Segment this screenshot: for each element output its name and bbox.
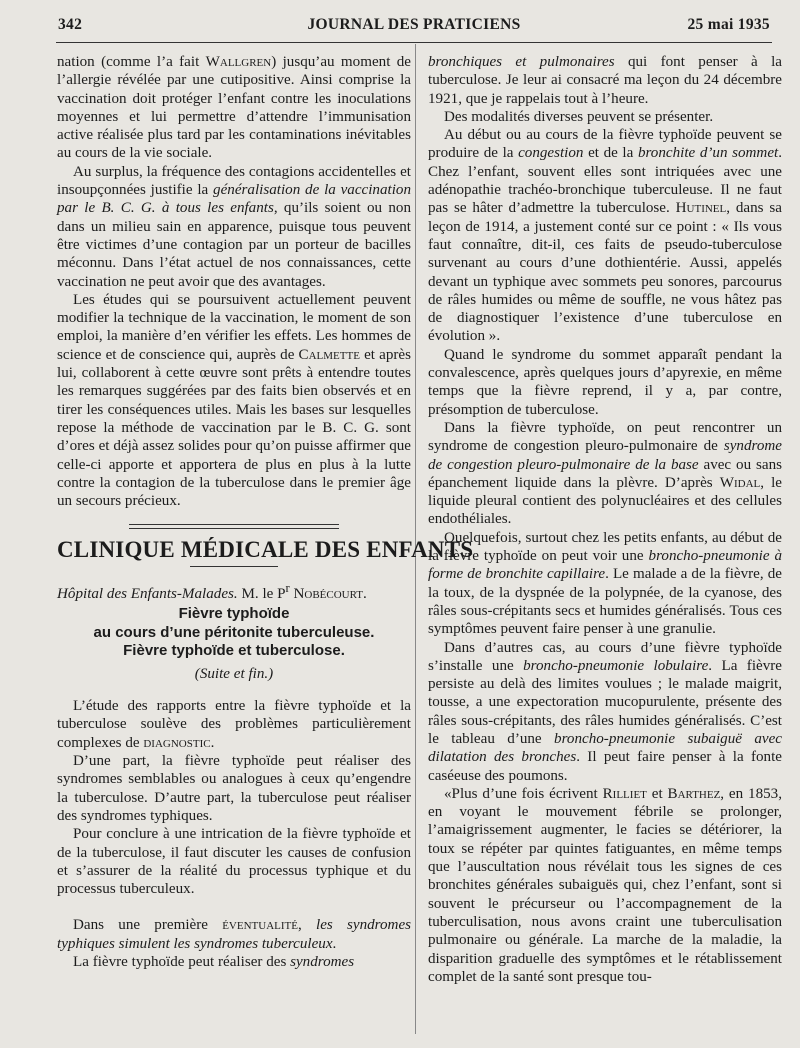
paragraph: nation (comme l’a fait Wallgren) jusqu’au moment de l’allergie révélée par une cutipositive. Ainsi comprise la vaccination doit protéger l’enfant contre les inoculations moyennes et lui permettre d’attendre l’immunisation active réalisée plus tard par les contaminations inévitables au cours de la vie sociale. — [57, 54, 412, 162]
paragraph: «Plus d’une fois écrivent Rilliet et Barthez, en 1853, en voyant le mouvement fébrile se prolonger, l’amaigrissement augmenter, le facies se détériorer, la toux se répéter par quintes fatiguantes, en même temps que l’auscultation nous révélait tous les signes de ces bronchites générales subaiguës qui, chez l’enfant, sont si souvent le précurseur ou l’accompagnement de la tuberculisation, nous avons craint une tuberculisation pulmonaire ou générale. La marche de la maladie, la disparition graduelle des symptômes et le rétablissement complet de la santé sont presque tou- — [428, 785, 782, 985]
paragraph: D’une part, la fièvre typhoïde peut réaliser des syndromes semblables ou analogues à ceux qu’engendre la tuberculose. D’autre part, la tuberculose peut réaliser des syndromes typhiques. — [57, 753, 411, 824]
title-rule — [190, 566, 278, 567]
header-rule — [56, 42, 772, 43]
paragraph: Dans la fièvre typhoïde, on peut rencontrer un syndrome de congestion pleuro-pulmonaire de syndrome de congestion pleuro-pulmonaire de la base avec ou sans épanchement liquide dans la plèvre. D’après Widal, le liquide pleural contient des polynucléaires et des cellules endothéliales. — [428, 419, 782, 528]
running-header — [58, 16, 770, 38]
section-title: CLINIQUE MÉDICALE DES ENFANTS — [57, 537, 474, 563]
paragraph: Quelquefois, surtout chez les petits enfants, au début de la fièvre typhoïde on peut voir une broncho-pneumonie à forme de bronchite capillaire. Le malade a de la fièvre, de la toux, de la dyspnée de la polypnée, de la cyanose, des râles sous-crépitants secs et humides généralisés. Tous ces symptômes peuvent faire penser à une granulie. — [428, 529, 782, 638]
paragraph: Pour conclure à une intrication de la fièvre typhoïde et de la tuberculose, il faut discuter les causes de confusion et s’assurer de la réalité du processus typhique et du processus tuberculeux. — [57, 826, 411, 898]
section-separator — [129, 524, 339, 529]
paragraph: Des modalités diverses peuvent se présenter. — [444, 108, 714, 125]
journal-title: JOURNAL DES PRATICIENS — [307, 16, 521, 33]
issue-date: 25 mai 1935 — [687, 16, 770, 33]
paragraph: Les études qui se poursuivent actuellement peuvent modifier la technique de la vaccination, le moment de son emploi, la manière d’en vérifier les effets. Les hommes de science et de conscience qui, auprès de Calmette et après lui, collaborent à cette œuvre sont prêts à entendre toutes les remarques suggérées par des faits bien observés et en tirer les conséquences utiles. Mais les bases sur lesquelles repose la méthode de vaccination par le B. C. G. sont d’ores et déjà assez solides pour qu’on puisse affirmer que celle-ci apporte et apportera de plus en plus à la lutte contre la contagion de la tuberculose dans le premier âge un secours précieux. — [57, 291, 411, 510]
paragraph: bronchiques et pulmonaires qui font penser à la tuberculose. Je leur ai consacré ma leçon du 24 décembre 1921, que je rappelais tout à l’heure. — [428, 54, 782, 107]
paragraph: Quand le syndrome du sommet apparaît pendant la convalescence, après quelques jours d’apyrexie, en même temps que la fièvre reprend, il y a, par contre, présomption de tuberculose. — [428, 346, 782, 418]
paragraph: La fièvre typhoïde peut réaliser des syndromes — [73, 953, 355, 970]
paragraph: L’étude des rapports entre la fièvre typhoïde et la tuberculose soulève des problèmes particulièrement complexes de diagnostic. — [57, 698, 411, 751]
paragraph: Au début ou au cours de la fièvre typhoïde peuvent se produire de la congestion et de la bronchite d’un sommet. Chez l’enfant, souvent elles sont intriquées avec une adénopathie trachéo-bronchique tuberculeuse. Il ne faut pas se hâter d’admettre la tuberculose. Hutinel, dans sa leçon de 1914, a justement conté sur ce point : « Ils vous faut connaître, dit-il, ces faits de pseudo-tuberculose survenant au cours d’une dothientérie. Aussi, appelés devant un typhique avec sommets peu sonores, parcourus de râles humides ou même de souffle, ne vous hâtez pas de diagnostiquer l’existence d’une tuberculose en évolution ». — [428, 127, 782, 345]
paragraph: Au surplus, la fréquence des contagions accidentelles et insoupçonnées justifie la généralisation de la vaccination par le B. C. G. à tous les enfants, qu’ils soient ou non dans un milieu sain en apparence, puisque tous peuvent être victimes d’une contagion par un porteur de bacilles méconnu. Dans l’état actuel de nos connaissances, cette vaccination ne peut avoir que des avantages. — [57, 163, 411, 290]
article-title: Fièvre typhoïde au cours d’une péritonite tuberculeuse. Fièvre typhoïde et tuberculose. — [93, 605, 375, 660]
hospital-line: Hôpital des Enfants-Malades. M. le $P^r$ Nobécourt. — [57, 580, 367, 602]
left-column — [57, 53, 474, 971]
suite-note: (Suite et fin.) — [194, 665, 274, 682]
paragraph: Dans d’autres cas, au cours d’une fièvre typhoïde s’installe une broncho-pneumonie lobulaire. La fièvre persiste au delà des limites voulues ; le malade maigrit, tousse, a une expectoration mucopurulente, présente des râles sous-crépitants, des râles humides généralisés. C’est le tableau d’une broncho-pneumonie subaiguë avec dilatation des bronches. Il peut faire penser à la fonte caséeuse des poumons. — [428, 639, 782, 784]
page-number: 342 — [58, 16, 83, 33]
paragraph: Dans une première éventualité, les syndromes typhiques simulent les syndromes tuberculeux. — [57, 917, 412, 952]
right-column — [428, 53, 782, 986]
